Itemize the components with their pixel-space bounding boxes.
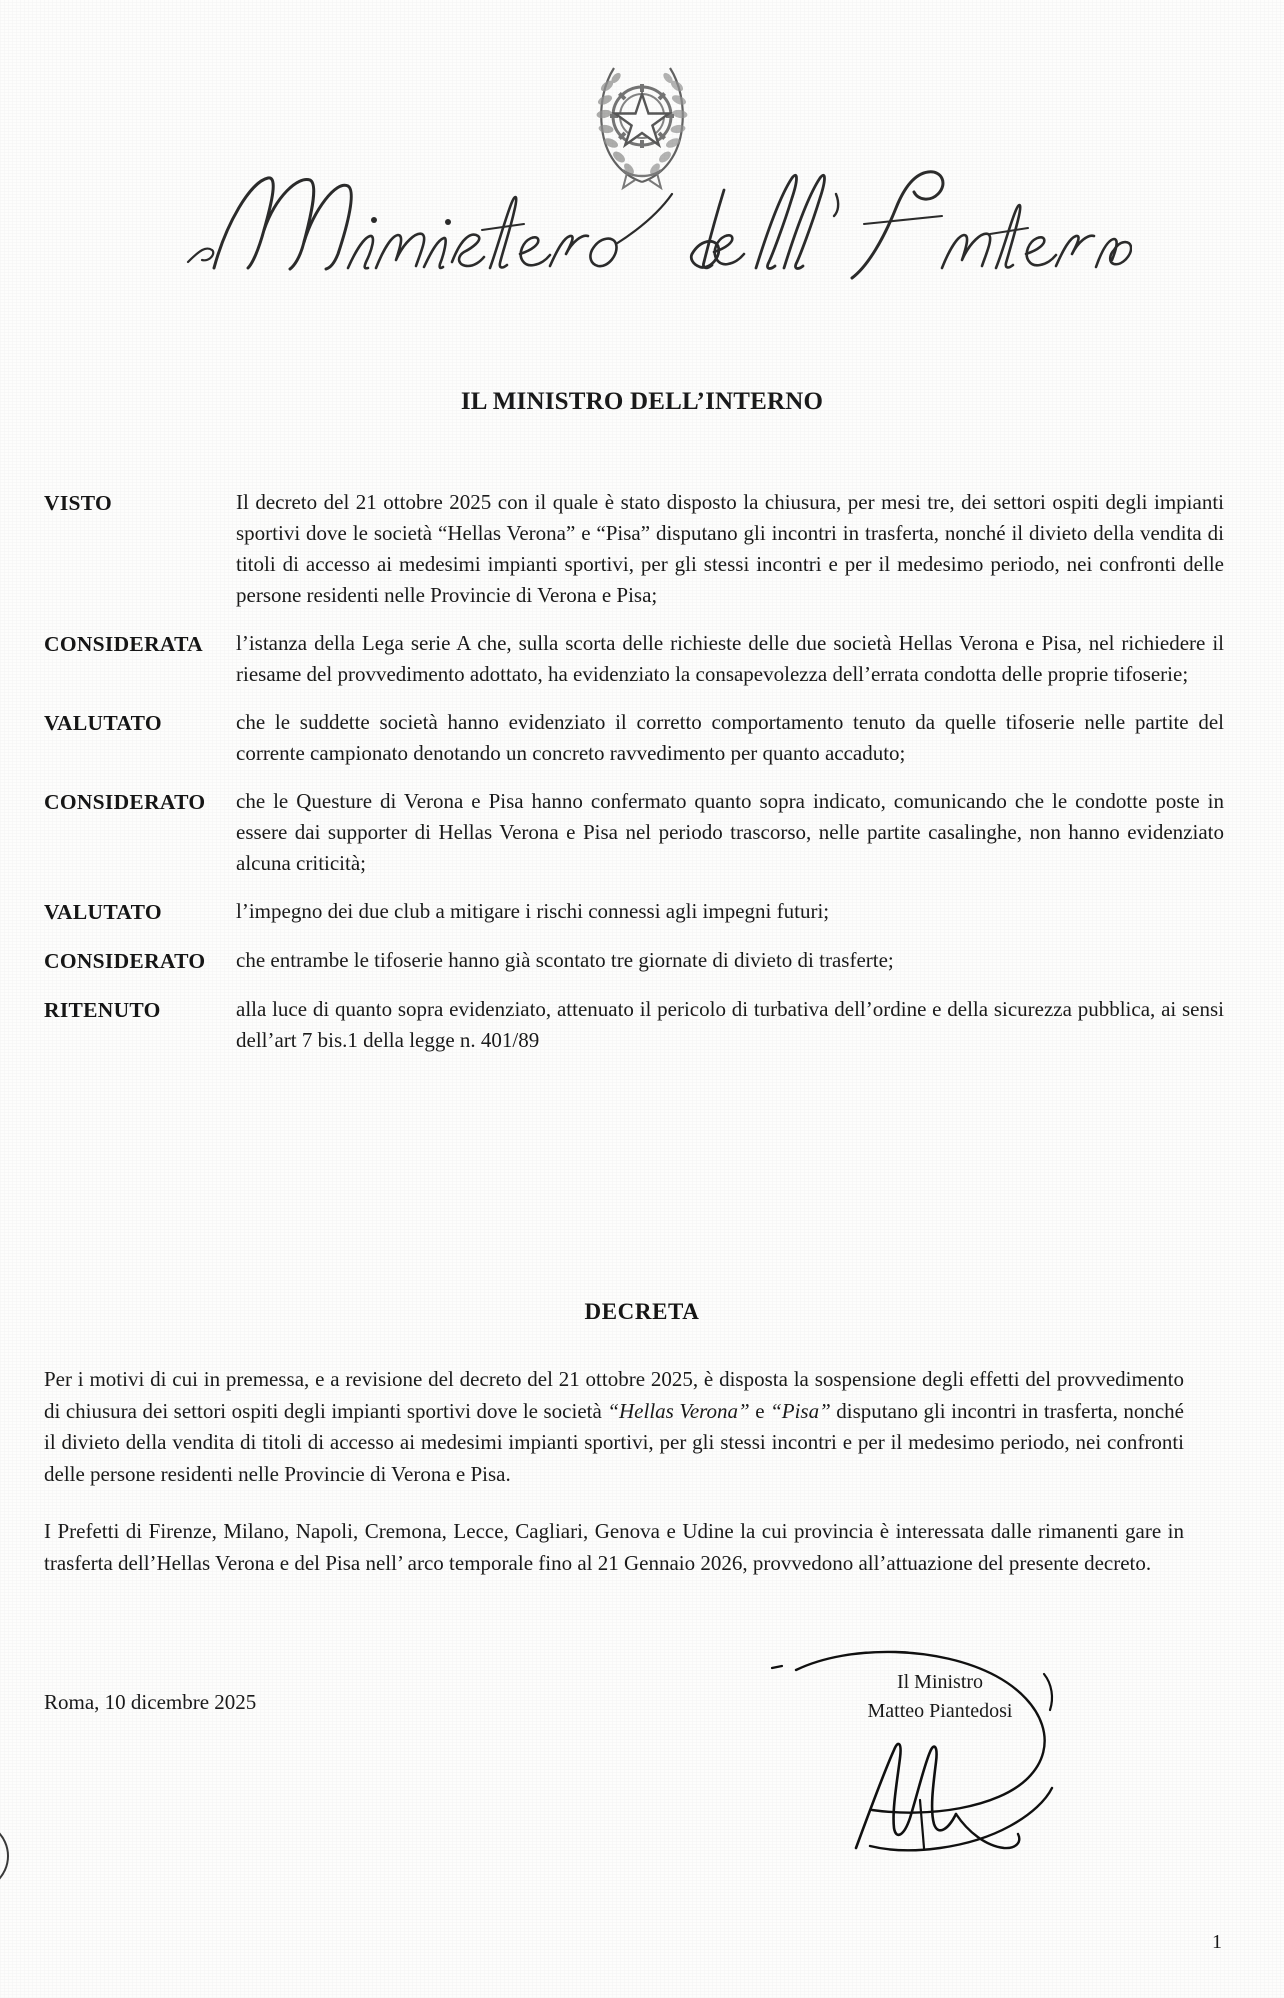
clause-text: Il decreto del 21 ottobre 2025 con il quale è stato disposto la chiusura, per mesi tre, dei settori ospiti degli impianti sportivi dove le società “Hellas Verona” e “Pisa” disputano gli incontri in trasferta, nonché il divieto della vendita di titoli di accesso ai medesimi impianti sportivi, per gli stessi incontri e per il medesimo periodo, nei confronti delle persone residenti nelle Provincie di Verona e Pisa; — [236, 490, 1224, 607]
decreta-paragraph — [44, 1364, 1184, 1490]
clause-label: CONSIDERATO — [44, 949, 206, 973]
clause-label: VALUTATO — [44, 711, 162, 735]
clause-considerato-1 — [44, 786, 1234, 879]
emphasized-text: “Pisa” — [770, 1398, 831, 1423]
clause-considerato-2 — [44, 945, 1234, 977]
clause-label: CONSIDERATO — [44, 790, 206, 814]
minister-role: Il Ministro — [896, 1671, 984, 1693]
clause-text: l’istanza della Lega serie A che, sulla scorta delle richieste delle due società Hellas Verona e Pisa, nel richiedere il riesame del provvedimento adottato, ha evidenziato la consapevolezza dell’errata condotta delle proprie tifoserie; — [236, 631, 1224, 686]
clause-ritenuto — [44, 994, 1234, 1056]
body-text: disputano gli incontri in trasferta, nonché il divieto della vendita di titoli di accesso ai medesimi impianti sportivi, per gli stessi incontri e per il medesimo periodo, nei confronti delle persone residenti nelle Provincie di Verona e Pisa. — [44, 1398, 1185, 1486]
clause-list — [44, 487, 1234, 1073]
clause-visto — [44, 487, 1234, 611]
clause-valutato-1 — [44, 707, 1234, 769]
place-and-date: Roma, 10 dicembre 2025 — [44, 1690, 257, 1714]
clause-valutato-2 — [44, 896, 1234, 928]
clause-label: VALUTATO — [44, 900, 162, 924]
scan-edge-mark-icon — [0, 1826, 28, 1886]
signature-area — [0, 1671, 1284, 1910]
ministry-script-wordmark — [152, 150, 1132, 290]
clause-label: RITENUTO — [44, 998, 161, 1022]
clause-text: alla luce di quanto sopra evidenziato, attenuato il pericolo di turbativa dell’ordine e della sicurezza pubblica, ai sensi dell’art 7 bis.1 della legge n. 401/89 — [236, 997, 1224, 1052]
clause-label: VISTO — [44, 491, 113, 515]
signature-block — [770, 1668, 1110, 1726]
clause-text: che le Questure di Verona e Pisa hanno confermato quanto sopra indicato, comunicando che le condotte poste in essere dai supporter di Hellas Verona e Pisa nel periodo trascorso, nelle partite casalinghe, non hanno evidenziato alcuna criticità; — [236, 789, 1224, 875]
clause-text: che entrambe le tifoserie hanno già scontato tre giornate di divieto di trasferte; — [236, 948, 894, 972]
emphasized-text: “Hellas Verona” — [607, 1398, 750, 1423]
page-number: 1 — [1212, 1931, 1222, 1953]
clause-label: CONSIDERATA — [44, 632, 203, 656]
body-text: I Prefetti di Firenze, Milano, Napoli, Cremona, Lecce, Cagliari, Genova e Udine la cui provincia è interessata dalle rimanenti gare in trasferta dell’Hellas Verona e del Pisa nell’ arco temporale fino al 21 Gennaio 2026, provvedono all’attuazione del presente decreto. — [44, 1519, 1184, 1575]
clause-text: che le suddette società hanno evidenziato il corretto comportamento tenuto da quelle tifoserie nelle partite del corrente campionato denotando un concreto ravvedimento per quanto accaduto; — [236, 710, 1224, 765]
page-title: IL MINISTRO DELL’INTERNO — [460, 388, 824, 415]
decreta-heading: DECRETA — [584, 1299, 700, 1324]
clause-text: l’impegno dei due club a mitigare i rischi connessi agli impegni futuri; — [236, 899, 830, 923]
minister-name: Matteo Piantedosi — [867, 1700, 1013, 1722]
body-text: e — [749, 1398, 771, 1423]
prefetti-paragraph — [44, 1516, 1184, 1579]
clause-considerata — [44, 628, 1234, 690]
letterhead — [0, 0, 1284, 300]
decree-body — [44, 1343, 1184, 1605]
body-text: Per i motivi di cui in premessa, e a revisione del decreto del 21 ottobre 2025, è disposta la sospensione degli effetti del provvedimento di chiusura dei settori ospiti degli impianti sportivi dove le società — [44, 1367, 1184, 1423]
